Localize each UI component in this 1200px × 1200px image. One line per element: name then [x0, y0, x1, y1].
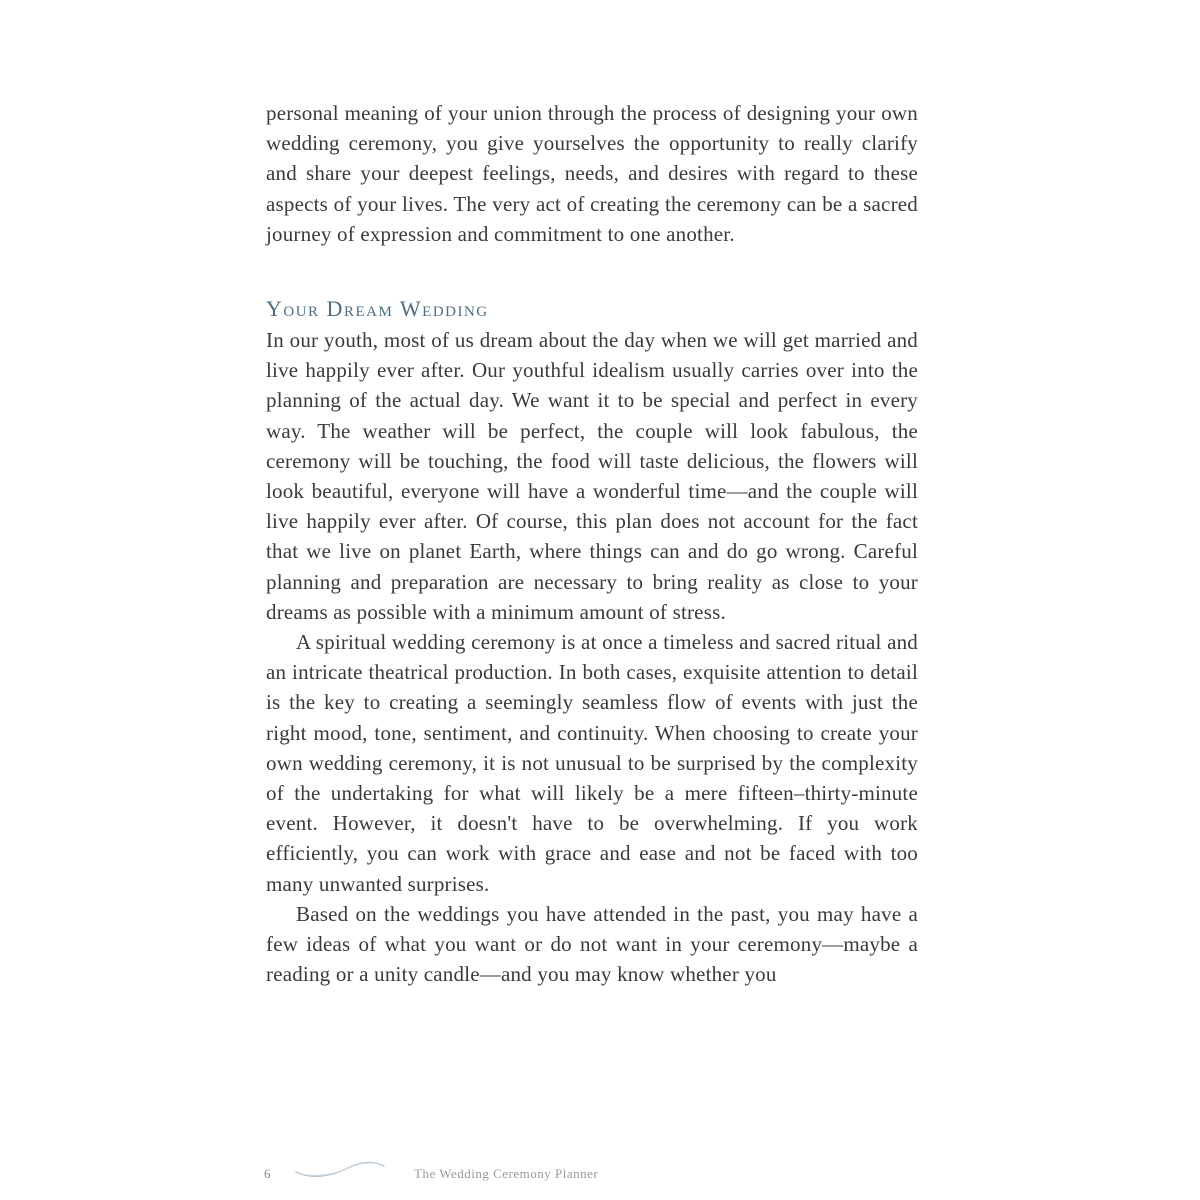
page-footer [264, 1166, 764, 1190]
running-title: The Wedding Ceremony Planner [414, 1166, 599, 1181]
section-heading: Your Dream Wedding [266, 296, 489, 322]
page-number: 6 [264, 1166, 271, 1181]
body-paragraph-3: Based on the weddings you have attended in the past, you may have a few ideas of what you want or do not want in your ceremony—maybe a reading or a unity candle—and you may know whether you [266, 901, 918, 987]
swash-ornament-icon [292, 1158, 388, 1180]
intro-paragraph: personal meaning of your union through the process of designing your own wedding ceremony, you give yourselves the opportunity to really clarify and share your deepest feelings, needs, and desires with regard to these aspects of your lives. The very act of creating the ceremony can be a sacred journey of expression and commitment to one another. [266, 101, 918, 246]
body-paragraph-1: In our youth, most of us dream about the day when we will get married and live happily ever after. Our youthful idealism usually carries over into the planning of the actual day. We want it to be special and perfect in every way. The weather will be perfect, the couple will look fabulous, the ceremony will be touching, the food will taste delicious, the flowers will look beautiful, everyone will have a wonderful time—and the couple will live happily ever after. Of course, this plan does not account for the fact that we live on planet Earth, where things can and do go wrong. Careful planning and preparation are necessary to bring reality as close to your dreams as possible with a minimum amount of stress. [266, 328, 918, 624]
body-paragraph-2: A spiritual wedding ceremony is at once a timeless and sacred ritual and an intricate theatrical production. In both cases, exquisite attention to detail is the key to creating a seemingly seamless flow of events with just the right mood, tone, sentiment, and continuity. When choosing to create your own wedding ceremony, it is not unusual to be surprised by the complexity of the undertaking for what will likely be a mere fifteen–thirty-minute event. However, it doesn't have to be overwhelming. If you work efficiently, you can work with grace and ease and not be faced with too many unwanted surprises. [266, 630, 918, 896]
text-column [266, 98, 918, 989]
